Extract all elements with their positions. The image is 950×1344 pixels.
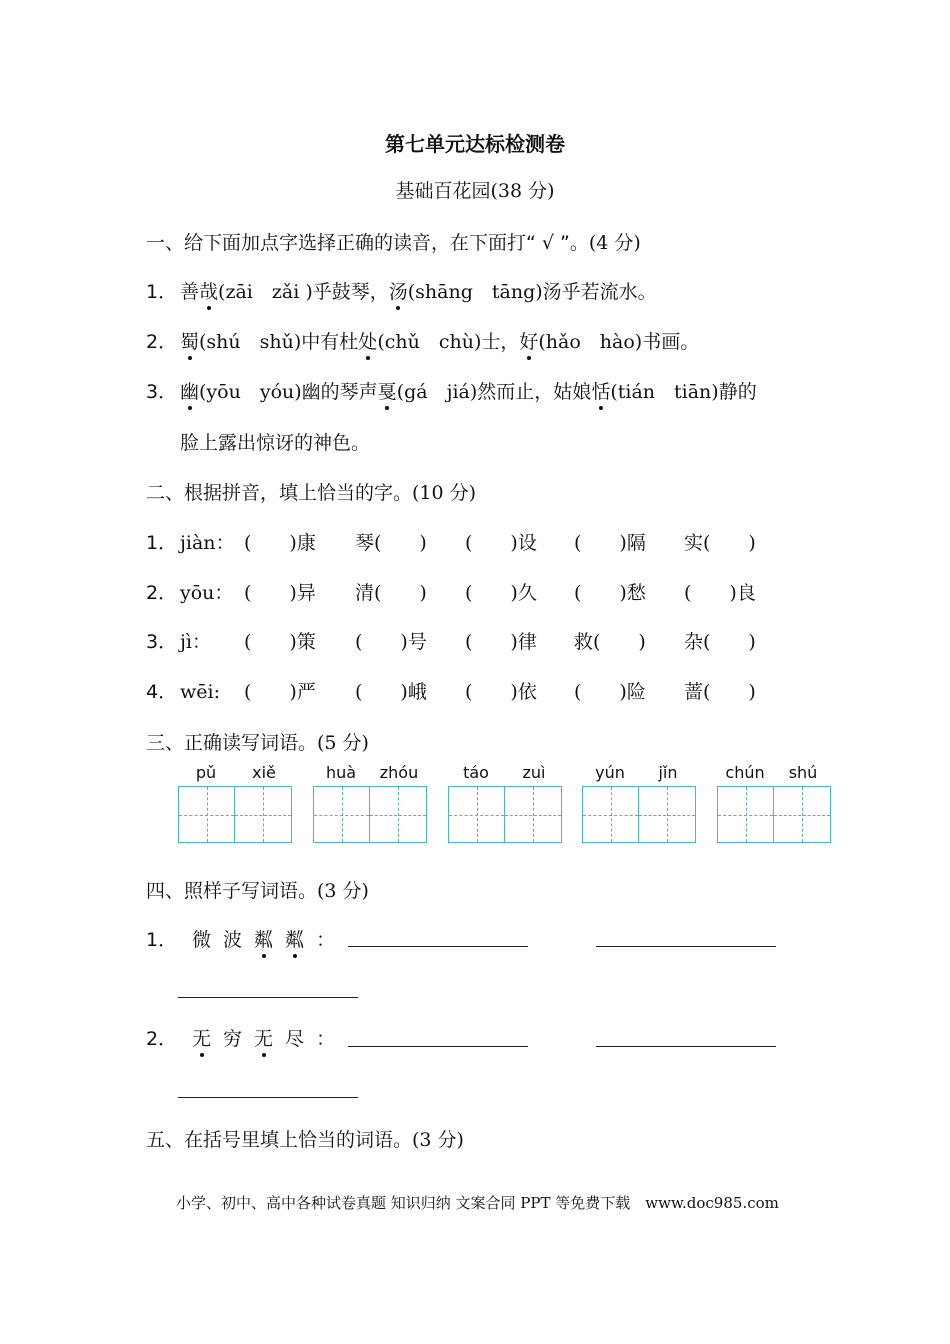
section-4-heading: 四、照样子写词语。(3 分)	[146, 880, 369, 902]
answer-line[interactable]	[178, 1097, 358, 1098]
grid-cell[interactable]	[179, 787, 235, 842]
answer-line[interactable]	[348, 1046, 528, 1047]
fill-blank-item[interactable]: ( )严	[244, 681, 316, 703]
section-2-heading: 二、根据拼音，填上恰当的字。(10 分)	[146, 482, 477, 504]
section-3-heading: 三、正确读写词语。(5 分)	[146, 732, 369, 754]
pinyin-label: zhóu	[379, 763, 419, 782]
grid-cell[interactable]	[314, 787, 370, 842]
pinyin-label: táo	[463, 763, 489, 782]
pinyin-label: pǔ	[195, 763, 217, 782]
dotted-char: 粼	[254, 925, 273, 952]
tianzi-grid[interactable]	[313, 786, 427, 843]
fill-blank-item[interactable]: 蔷( )	[684, 681, 756, 703]
fill-blank-item[interactable]: 琴( )	[355, 532, 427, 554]
grid-cell[interactable]	[639, 787, 695, 842]
pinyin-label: chún	[725, 763, 765, 782]
grid-cell[interactable]	[774, 787, 830, 842]
s2-row-label: 3． jì：	[146, 631, 211, 653]
s1-question-2: 2． 蜀(shú shǔ)中有杜处(chǔ chù)士，好(hǎo hào)书画。	[146, 327, 699, 354]
pinyin-label: xiě	[252, 763, 276, 782]
answer-line[interactable]	[596, 946, 776, 947]
pinyin-label: zuì	[522, 763, 546, 782]
s1-question-3-cont: 脸上露出惊讶的神色。	[180, 432, 371, 454]
fill-blank-item[interactable]: ( )隔	[574, 532, 646, 554]
pinyin-label: huà	[325, 763, 357, 782]
fill-blank-item[interactable]: ( )号	[355, 631, 427, 653]
dotted-char: 蜀	[180, 327, 199, 354]
dotted-char: 恬	[591, 377, 610, 404]
fill-blank-item[interactable]: ( )依	[465, 681, 537, 703]
s4-item-2: 2． 无 穷 无 尽 ：	[146, 1024, 347, 1051]
tianzi-grid[interactable]	[178, 786, 292, 843]
page-subtitle: 基础百花园(38 分)	[395, 180, 555, 202]
s1-question-3: 3． 幽(yōu yóu)幽的琴声戛(gá jiá)然而止，姑娘恬(tián tiān)静的	[146, 377, 757, 404]
grid-cell[interactable]	[449, 787, 505, 842]
dotted-char: 好	[519, 327, 538, 354]
dotted-char: 哉	[199, 277, 218, 304]
grid-cell[interactable]	[583, 787, 639, 842]
s2-row-label: 1． jiàn：	[146, 532, 235, 554]
dotted-char: 戛	[378, 377, 397, 404]
grid-cell[interactable]	[505, 787, 561, 842]
answer-line[interactable]	[596, 1046, 776, 1047]
tianzi-grid[interactable]	[717, 786, 831, 843]
section-5-heading: 五、在括号里填上恰当的词语。(3 分)	[146, 1129, 464, 1151]
page-title: 第七单元达标检测卷	[385, 132, 565, 156]
s1-question-1: 1． 善哉(zāi zǎi )乎鼓琴，汤(shāng tāng)汤乎若流水。	[146, 277, 657, 304]
fill-blank-item[interactable]: 清( )	[355, 582, 427, 604]
fill-blank-item[interactable]: ( )险	[574, 681, 646, 703]
fill-blank-item[interactable]: ( )设	[465, 532, 537, 554]
dotted-char: 处	[358, 327, 377, 354]
fill-blank-item[interactable]: ( )良	[684, 582, 756, 604]
pinyin-label: shú	[788, 763, 818, 782]
fill-blank-item[interactable]: ( )策	[244, 631, 316, 653]
dotted-char: 无	[254, 1024, 273, 1051]
pinyin-label: yún	[595, 763, 625, 782]
tianzi-grid[interactable]	[448, 786, 562, 843]
answer-line[interactable]	[348, 946, 528, 947]
fill-blank-item[interactable]: ( )愁	[574, 582, 646, 604]
section-1-heading: 一、给下面加点字选择正确的读音，在下面打“ √ ”。(4 分)	[146, 232, 641, 254]
s2-row-label: 2． yōu：	[146, 582, 234, 604]
answer-line[interactable]	[178, 997, 358, 998]
dotted-char: 汤	[389, 277, 408, 304]
dotted-char: 粼	[285, 925, 304, 952]
dotted-char: 幽	[180, 377, 199, 404]
fill-blank-item[interactable]: 杂( )	[684, 631, 756, 653]
fill-blank-item[interactable]: ( )久	[465, 582, 537, 604]
grid-cell[interactable]	[235, 787, 291, 842]
footer-text: 小学、初中、高中各种试卷真题 知识归纳 文案合同 PPT 等免费下载 www.doc985.com	[176, 1194, 779, 1212]
fill-blank-item[interactable]: ( )康	[244, 532, 316, 554]
s4-item-1: 1． 微 波 粼 粼 ：	[146, 925, 347, 952]
dotted-char: 无	[192, 1024, 211, 1051]
grid-cell[interactable]	[718, 787, 774, 842]
fill-blank-item[interactable]: ( )律	[465, 631, 537, 653]
fill-blank-item[interactable]: ( )峨	[355, 681, 427, 703]
s2-row-label: 4． wēi:	[146, 681, 220, 703]
fill-blank-item[interactable]: 实( )	[684, 532, 756, 554]
fill-blank-item[interactable]: 救( )	[574, 631, 646, 653]
tianzi-grid[interactable]	[582, 786, 696, 843]
fill-blank-item[interactable]: ( )异	[244, 582, 316, 604]
pinyin-label: jǐn	[658, 763, 678, 782]
grid-cell[interactable]	[370, 787, 426, 842]
